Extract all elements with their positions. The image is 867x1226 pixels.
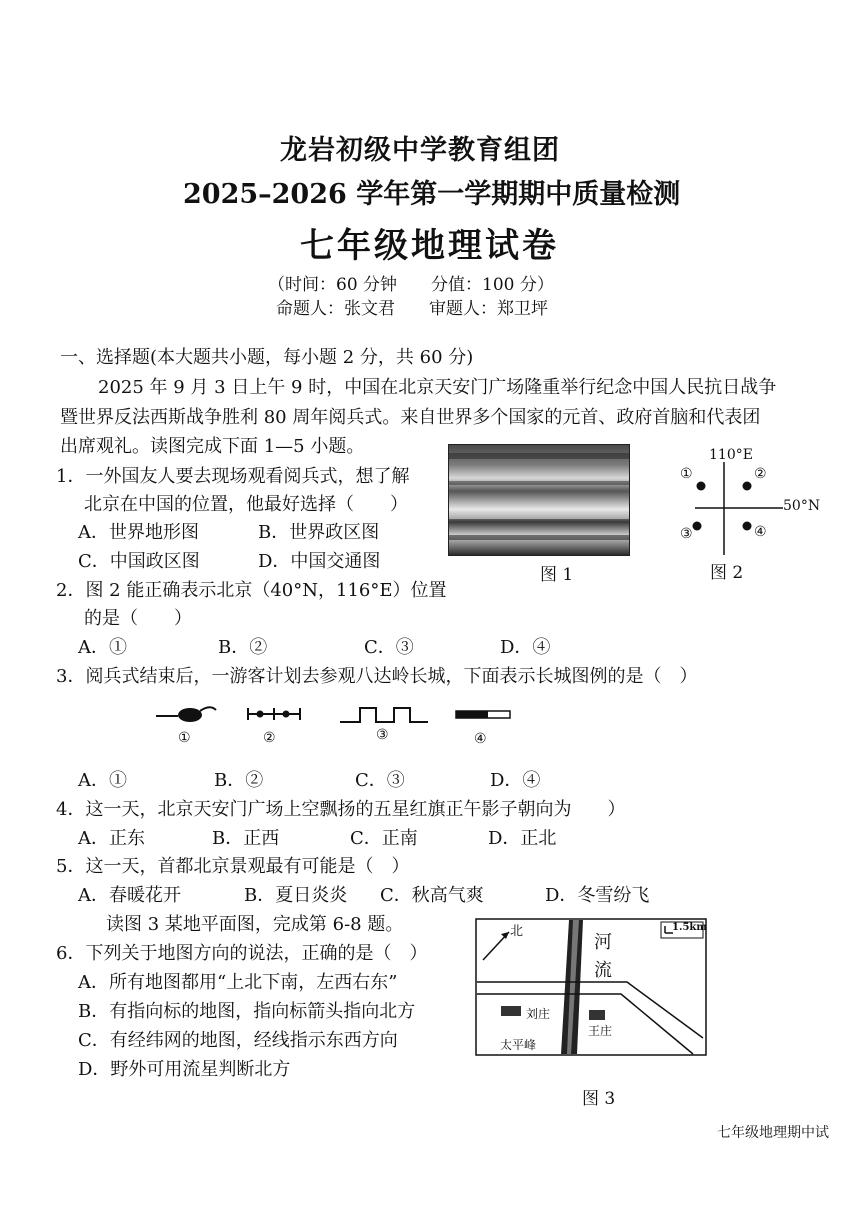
legend-symbol-3 bbox=[340, 708, 428, 722]
fig3-river-label: 河 bbox=[594, 932, 612, 953]
question-3: 3．阅兵式结束后，一游客计划去参观八达岭长城，下面表示长城图例的是（ ） bbox=[56, 666, 698, 687]
fig2-longitude-label: 110°E bbox=[709, 447, 753, 463]
question-2: 2．图 2 能正确表示北京（40°N，116°E）位置 bbox=[56, 580, 447, 601]
q1-option-d: D．中国交通图 bbox=[258, 551, 381, 572]
q5-option-a: A．春暖花开 bbox=[78, 885, 181, 906]
intro-line: 2025 年 9 月 3 日上午 9 时，中国在北京天安门广场隆重举行纪念中国人民抗日战争 bbox=[98, 377, 777, 398]
q3-option-d: D．④ bbox=[490, 770, 541, 791]
question-1: 1．一外国友人要去现场观看阅兵式，想了解 bbox=[56, 466, 410, 487]
map-legend-symbols bbox=[150, 700, 520, 732]
time-score: （时间：60 分钟 分值：100 分） bbox=[268, 275, 554, 295]
q2-option-d: D．④ bbox=[500, 637, 551, 658]
legend-symbol-1 bbox=[156, 707, 216, 722]
legend-symbol-4 bbox=[456, 711, 510, 718]
q5-option-c: C．秋高气爽 bbox=[380, 885, 484, 906]
fig2-point-label: ③ bbox=[680, 526, 693, 542]
fig2-point-label: ① bbox=[680, 466, 693, 482]
q6-option-b: B．有指向标的地图，指向标箭头指向北方 bbox=[78, 1001, 416, 1022]
q1-option-a: A．世界地形图 bbox=[78, 522, 199, 543]
intro-line: 暨世界反法西斯战争胜利 80 周年阅兵式。来自世界多个国家的元首、政府首脑和代表团 bbox=[60, 407, 761, 428]
fig3-place-taipingfeng: 太平峰 bbox=[500, 1038, 537, 1052]
q4-option-c: C．正南 bbox=[350, 828, 418, 849]
fig3-place-wangzhuang: 王庄 bbox=[588, 1024, 613, 1038]
point-3 bbox=[693, 522, 702, 531]
question-4: 4．这一天，北京天安门广场上空飘扬的五星红旗正午影子朝向为 ） bbox=[56, 799, 626, 820]
legend-number: ③ bbox=[376, 727, 389, 743]
q1-option-b: B．世界政区图 bbox=[258, 522, 380, 543]
q6-option-a: A．所有地图都用“上北下南，左西右东” bbox=[78, 972, 398, 993]
figure-2-caption: 图 2 bbox=[710, 563, 744, 583]
page-footer: 七年级地理期中试 bbox=[717, 1125, 829, 1141]
point-1 bbox=[697, 482, 706, 491]
point-4 bbox=[743, 522, 752, 531]
question-1-cont: 北京在中国的位置，他最好选择（ ） bbox=[84, 494, 408, 515]
q5-option-b: B．夏日炎炎 bbox=[244, 885, 348, 906]
q6-option-c: C．有经纬网的地图，经线指示东西方向 bbox=[78, 1030, 398, 1051]
fig3-north-label: 北 bbox=[510, 924, 524, 939]
fig2-point-label: ② bbox=[754, 466, 767, 482]
fig2-latitude-label: 50°N bbox=[783, 498, 821, 514]
question-6: 6．下列关于地图方向的说法，正确的是（ ） bbox=[56, 943, 428, 964]
q3-option-c: C．③ bbox=[355, 770, 405, 791]
q5-option-d: D．冬雪纷飞 bbox=[545, 885, 650, 906]
fig3-scale-label: 1.5km bbox=[672, 922, 707, 933]
q6-option-d: D．野外可用流星判断北方 bbox=[78, 1059, 291, 1080]
settlement-liuzhuang-icon bbox=[501, 1006, 521, 1016]
authors: 命题人：张文君 审题人：郑卫坪 bbox=[276, 299, 548, 319]
question-5: 5．这一天，首都北京景观最有可能是（ ） bbox=[56, 856, 410, 877]
q3-option-b: B．② bbox=[214, 770, 264, 791]
settlement-wangzhuang-icon bbox=[589, 1010, 605, 1020]
question-2-cont: 的是（ ） bbox=[84, 608, 192, 629]
parade-photo bbox=[448, 444, 630, 556]
q2-option-a: A．① bbox=[78, 637, 127, 658]
intro-line: 出席观礼。读图完成下面 1—5 小题。 bbox=[60, 436, 365, 457]
q4-option-a: A．正东 bbox=[78, 828, 145, 849]
legend-number: ① bbox=[178, 730, 191, 746]
q1-option-c: C．中国政区图 bbox=[78, 551, 200, 572]
q2-option-b: B．② bbox=[218, 637, 268, 658]
fig2-point-label: ④ bbox=[754, 524, 767, 540]
school-name: 龙岩初级中学教育组团 bbox=[280, 135, 560, 166]
q3-option-a: A．① bbox=[78, 770, 127, 791]
exam-term: 2025–2026 学年第一学期期中质量检测 bbox=[183, 179, 681, 210]
paper-title: 七年级地理试卷 bbox=[300, 226, 559, 266]
fig3-place-liuzhuang: 刘庄 bbox=[526, 1007, 551, 1021]
fig3-river-label: 流 bbox=[594, 960, 612, 981]
figure-1-caption: 图 1 bbox=[540, 565, 574, 585]
point-2 bbox=[743, 482, 752, 491]
legend-symbol-2 bbox=[248, 708, 300, 720]
figure-3-intro: 读图 3 某地平面图，完成第 6-8 题。 bbox=[106, 914, 404, 935]
legend-number: ② bbox=[263, 730, 276, 746]
q4-option-d: D．正北 bbox=[488, 828, 557, 849]
q2-option-c: C．③ bbox=[364, 637, 414, 658]
section-heading: 一、选择题(本大题共小题，每小题 2 分，共 60 分) bbox=[60, 347, 474, 368]
q4-option-b: B．正西 bbox=[212, 828, 280, 849]
legend-number: ④ bbox=[474, 731, 487, 747]
figure-3-caption: 图 3 bbox=[582, 1089, 616, 1109]
